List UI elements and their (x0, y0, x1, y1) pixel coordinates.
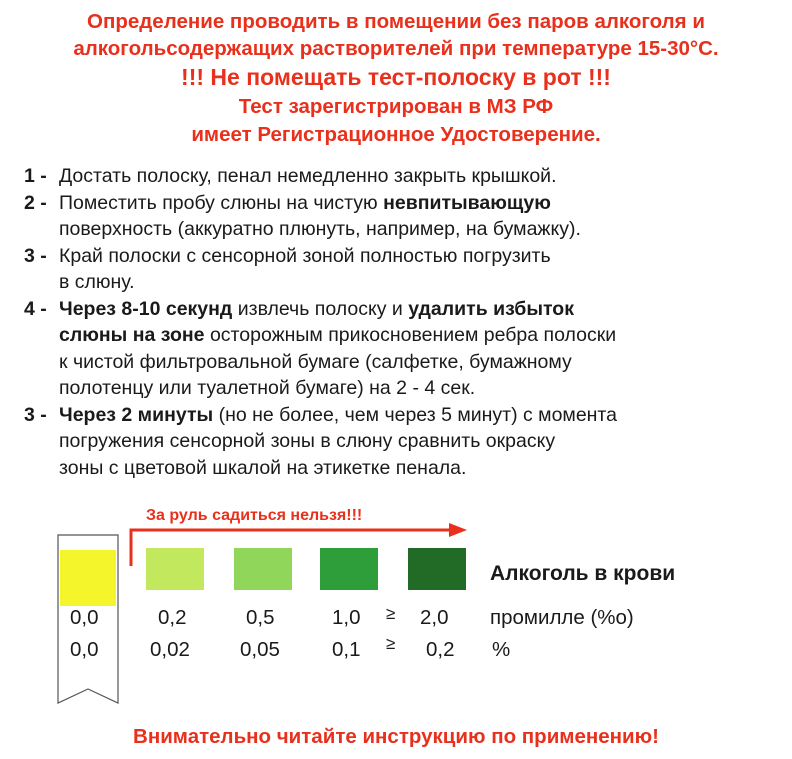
step-1 (24, 163, 764, 190)
footer-read-instructions: Внимательно читайте инструкцию по применению! (133, 725, 659, 748)
step-text-line: к чистой фильтровальной бумаге (салфетке, бумажному (59, 350, 572, 373)
color-swatch-0-5 (234, 548, 292, 590)
strip-sensor-zone (60, 550, 116, 606)
greater-equal-icon: ≥ (386, 634, 396, 653)
step-text: осторожным прикосновением ребра полоски (204, 324, 617, 346)
percent-value: 0,2 (426, 638, 455, 661)
step-text-line: Край полоски с сенсорной зоной полностью погрузить (59, 244, 551, 267)
step-number: 1 - (24, 165, 47, 187)
percent-value: 0,05 (240, 638, 280, 661)
promille-value: 2,0 (420, 606, 449, 629)
instruction-steps (24, 163, 764, 481)
step-text-line (59, 190, 764, 217)
step-emphasis: Через 8-10 секунд (59, 297, 233, 320)
color-swatch-1-0 (320, 548, 378, 590)
step-emphasis: слюны на зоне (59, 324, 205, 346)
step-text-line: поверхность (аккуратно плюнуть, например, на бумажку). (59, 218, 581, 240)
header-certificate: имеет Регистрационное Удостоверение. (191, 123, 601, 146)
color-swatch-2-0 (408, 548, 466, 590)
step-text: Поместить пробу слюны на чистую (59, 191, 384, 214)
step-text-line: полотенцу или туалетной бумаге) на 2 - 4 сек. (59, 377, 476, 399)
step-2 (24, 190, 764, 243)
header-line-1: Определение проводить в помещении без паров алкоголя и (87, 10, 705, 33)
header-line-2: алкогольсодержащих растворителей при температуре 15-30°С. (73, 37, 719, 60)
alcohol-in-blood-label: Алкоголь в крови (490, 562, 676, 585)
step-emphasis: Через 2 минуты (59, 403, 214, 426)
percent-value: 0,02 (150, 638, 190, 661)
promille-value: 0,5 (246, 606, 275, 629)
percent-value: 0,0 (70, 638, 99, 661)
header-warning-mouth: !!! Не помещать тест-полоску в рот !!! (181, 64, 611, 90)
step-emphasis: удалить избыток (408, 297, 574, 320)
promille-unit: промилле (%o) (490, 606, 634, 629)
percent-value: 0,1 (332, 638, 361, 661)
step-number: 3 - (24, 244, 47, 267)
step-text-line (59, 296, 764, 323)
promille-value: 0,0 (70, 606, 99, 629)
step-number: 4 - (24, 297, 47, 320)
promille-value: 1,0 (332, 606, 361, 629)
greater-equal-icon: ≥ (386, 604, 396, 623)
color-swatch-0-2 (146, 548, 204, 590)
step-text-line: в слюну. (59, 271, 135, 293)
step-3 (24, 243, 764, 296)
step-text: (но не более, чем через 5 минут) с момента (213, 403, 617, 426)
step-text-line (59, 402, 764, 429)
step-5 (24, 402, 764, 482)
step-text-line (59, 322, 764, 349)
step-text: Достать полоску, пенал немедленно закрыть крышкой. (59, 165, 557, 187)
step-number: 2 - (24, 191, 47, 214)
step-text-line: зоны с цветовой шкалой на этикетке пенала. (59, 456, 467, 479)
header (0, 8, 792, 149)
step-number: 3 - (24, 403, 47, 426)
step-text-line: погружения сенсорной зоны в слюну сравнить окраску (59, 430, 556, 452)
step-text: извлечь полоску и (232, 297, 409, 320)
header-registration: Тест зарегистрирован в МЗ РФ (238, 95, 554, 118)
percent-unit: % (492, 638, 511, 661)
promille-value: 0,2 (158, 606, 187, 629)
no-driving-warning: За руль садиться нельзя!!! (146, 507, 363, 524)
step-4 (24, 296, 764, 402)
step-emphasis: невпитывающую (383, 191, 551, 214)
